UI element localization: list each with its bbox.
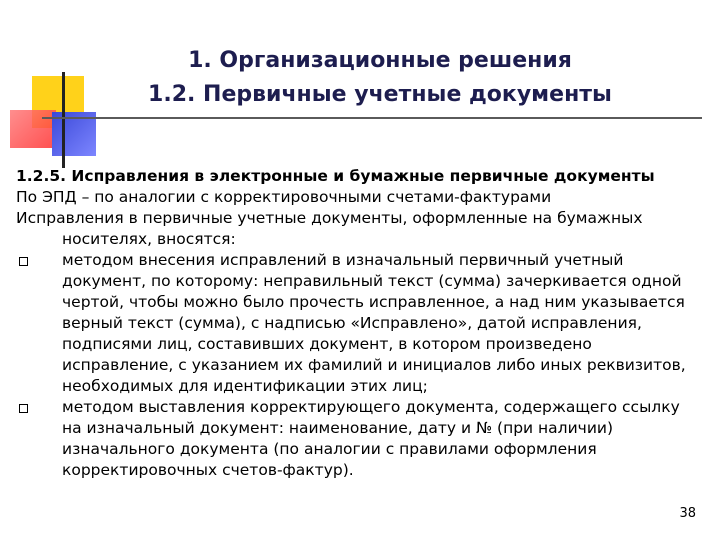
- slide-title: [120, 44, 640, 112]
- section-heading: 1.2.5. Исправления в электронные и бумажные первичные документы: [16, 167, 655, 185]
- list-item-text: методом внесения исправлений в изначальный первичный учетный документ, по которому: неправильный текст (сумма) зачеркивается одной чертой, чтобы можно было прочесть исправленное, а над ним указывается верный текст (сумма), с надписью «Исправлено», датой исправления, подписями лиц, составивших документ, в котором произведено исправление, с указанием их фамилий и инициалов либо иных реквизитов, необходимых для идентификации этих лиц;: [62, 251, 686, 395]
- bullet-square-icon: [16, 250, 62, 397]
- paragraph-epd: По ЭПД – по аналогии с корректировочными счетами-фактурами: [16, 188, 552, 206]
- slide-body: [16, 166, 704, 481]
- decor-red-square: [10, 110, 56, 148]
- list-item: [16, 397, 704, 481]
- paragraph-paper-docs: Исправления в первичные учетные документы, оформленные на бумажных носителях, вносятся:: [16, 209, 643, 248]
- list-item: [16, 250, 704, 397]
- title-divider: [42, 117, 702, 119]
- page-number: 38: [679, 506, 696, 521]
- title-line-1: 1. Организационные решения: [188, 48, 572, 73]
- title-line-2: 1.2. Первичные учетные документы: [148, 82, 612, 107]
- decor-vertical-line: [62, 72, 65, 168]
- bullet-square-icon: [16, 397, 62, 481]
- list-item-text: методом выставления корректирующего документа, содержащего ссылку на изначальный документ: наименование, дату и № (при наличии) изначального документа (по аналогии с правилами оформления корректировочных счетов-фактур).: [62, 398, 680, 479]
